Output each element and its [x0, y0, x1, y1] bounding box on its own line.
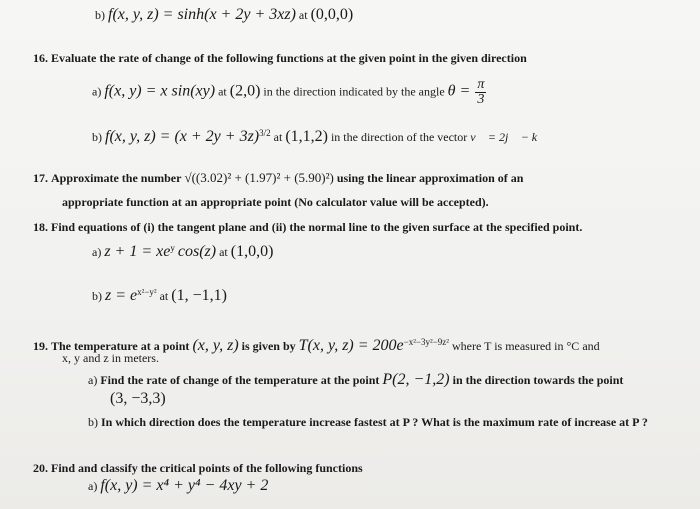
q18a-equation-cos: cos(z)	[177, 243, 217, 260]
q17-text-2: using the linear approximation of an	[336, 171, 524, 185]
q16-number: 16.	[33, 51, 48, 65]
q16b-line	[92, 125, 546, 145]
q18a-at: at	[219, 245, 228, 259]
q20a-function: f(x, y) = x⁴ + y⁴ − 4xy + 2	[100, 477, 269, 494]
q18a-point: (1,0,0)	[230, 243, 274, 260]
q16b-point: (1,1,2)	[285, 128, 328, 145]
q16b-vector: v⃗ = 2j⃗ − k⃗	[470, 130, 547, 144]
q16a-point: (2,0)	[229, 82, 261, 100]
q20-text: Find and classify the critical points of the following functions	[51, 461, 363, 475]
q18b-equation: z = e	[105, 287, 138, 304]
q19-text-1: The temperature at a point	[51, 339, 190, 353]
q19-text-2: is given by	[241, 339, 296, 353]
q19-text-3: where T is measured in °C and	[451, 339, 600, 353]
q17-text-1: Approximate the number	[51, 171, 182, 185]
q16a-theta: θ =	[447, 82, 471, 100]
q16b-at: at	[273, 130, 283, 144]
q16a-at: at	[218, 84, 227, 99]
q15b-point: (0,0,0)	[310, 6, 354, 23]
q16-line	[33, 50, 527, 66]
q19-line-2	[62, 350, 159, 366]
q18a-equation: z + 1 = xe	[104, 243, 171, 260]
q16-text: Evaluate the rate of change of the following functions at the given point in the given direction	[51, 51, 527, 65]
q19-point-xyz: (x, y, z)	[192, 337, 239, 354]
q20a-label: a)	[88, 479, 98, 493]
q16a-numerator: π	[477, 77, 485, 92]
q20-number: 20.	[33, 461, 48, 475]
q19b-line	[88, 414, 648, 430]
q19a-point-2: (3, −3,3)	[110, 390, 166, 407]
q18b-line	[92, 284, 227, 304]
q15b-label: b)	[95, 8, 105, 22]
q19a-line-2	[110, 391, 166, 407]
q19a-label: a)	[88, 373, 98, 387]
q18-line	[33, 219, 582, 235]
q18a-label: a)	[92, 245, 102, 259]
q18-number: 18.	[33, 220, 48, 234]
q17-line-2	[62, 194, 489, 210]
q16a-denominator: 3	[477, 92, 485, 107]
q20-line	[33, 460, 363, 476]
q19b-text: In which direction does the temperature increase fastest at P ? What is the maximum rate of increase at P ?	[101, 415, 648, 429]
q17-number: 17.	[33, 171, 48, 185]
q18b-label: b)	[92, 289, 102, 303]
q16a-fraction	[475, 78, 486, 107]
q16a-line	[92, 78, 486, 107]
q17-line	[33, 170, 523, 186]
q18b-at: at	[159, 289, 169, 303]
q19-number: 19.	[33, 339, 48, 353]
q18b-exponent: x²−y²	[137, 287, 157, 297]
q16b-function: f(x, y, z) = (x + 2y + 3z)	[105, 128, 260, 145]
q18-text: Find equations of (i) the tangent plane and (ii) the normal line to the given surface at the specified point.	[51, 220, 583, 234]
q19a-point: P(2, −1,2)	[382, 371, 450, 388]
q19-function-exponent: −x²−3y²−9z²	[403, 337, 449, 347]
q17-expression: √((3.02)² + (1.97)² + (5.90)²)	[184, 170, 334, 185]
q15b-function: f(x, y, z) = sinh(x + 2y + 3xz)	[108, 6, 296, 23]
q16a-function: f(x, y) = x sin(xy)	[104, 82, 216, 100]
q19a-text-2: in the direction towards the point	[452, 373, 624, 387]
q16a-direction-text: in the direction indicated by the angle	[263, 84, 445, 99]
q16b-direction-text: in the direction of the vector	[330, 130, 468, 144]
q16a-label: a)	[92, 84, 102, 99]
q18b-point: (1, −1,1)	[171, 287, 227, 304]
q16b-label: b)	[92, 130, 102, 144]
q18a-exponent: y	[170, 243, 175, 253]
q18a-line	[92, 240, 273, 260]
q19a-text: Find the rate of change of the temperature at the point	[100, 373, 380, 387]
q17-text-3: appropriate function at an appropriate point (No calculator value will be accepted).	[62, 195, 489, 209]
q19a-line	[88, 372, 623, 388]
q19-text-4: x, y and z in meters.	[62, 351, 159, 365]
q20a-line	[88, 478, 268, 494]
q19b-label: b)	[88, 415, 98, 429]
q16b-exponent: 3/2	[259, 128, 271, 138]
q15b-line	[95, 7, 353, 23]
q19-function: T(x, y, z) = 200e	[298, 337, 404, 354]
q15b-at: at	[298, 8, 308, 22]
